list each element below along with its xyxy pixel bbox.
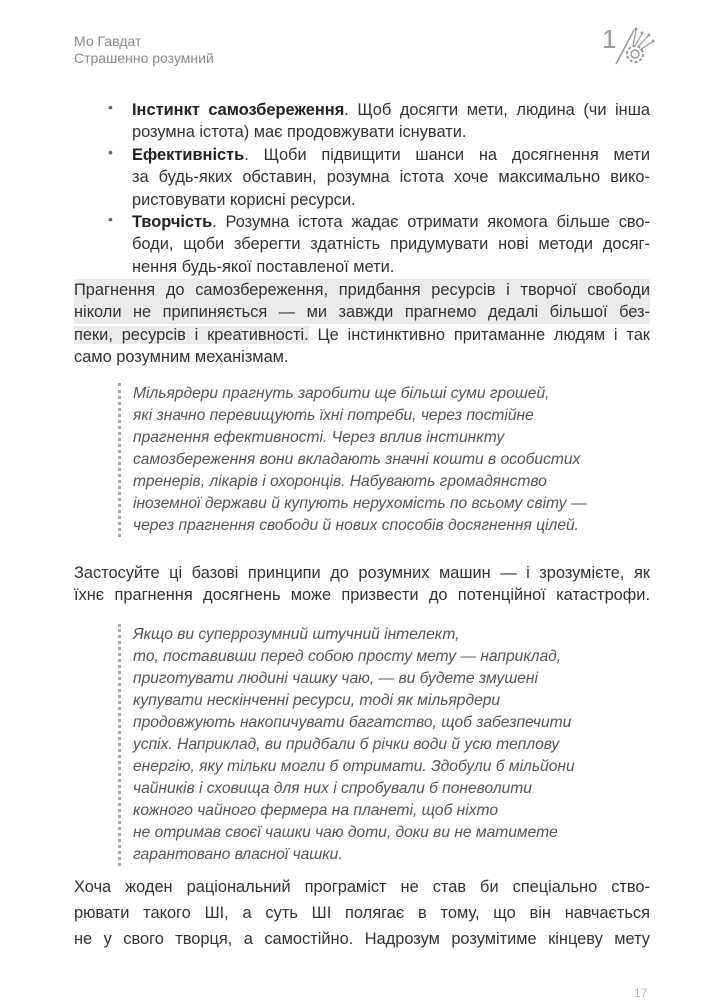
quote-line: продовжують накопичувати багатство, щоб забезпечити <box>133 714 572 731</box>
quote-line: які значно перевищують їхні потреби, через постійне <box>133 407 534 424</box>
quote-line: то, поставивши перед собою просту мету — наприклад, <box>133 648 562 665</box>
text-line: боди, щоби зберегти здатність придумувати нові методи досяг- <box>132 235 650 254</box>
quote-line: чайників і сховища для них і спробували б поневолити <box>133 780 532 797</box>
bullet-term: Творчість <box>132 213 213 231</box>
quote-line: кожного чайного фермера на планеті, щоб ніхто <box>133 802 499 819</box>
text-line: їхнє прагнення досягнень може призвести до потенційної катастрофи. <box>74 586 650 605</box>
bullet-icon: • <box>108 99 113 115</box>
paragraph <box>74 279 650 369</box>
text-line: Хоча жоден раціональний програміст не став би спеціально ство- <box>74 878 650 896</box>
text-line: . Щоби підвищити шанси на досягнення мети <box>244 146 650 164</box>
quote-line: гарантовано власної чашки. <box>133 846 343 863</box>
text-line: . Розумна істота жадає отримати якомога більше сво- <box>212 213 650 231</box>
quote-line: через прагнення свободи й нових способів досягнення цілей. <box>133 517 579 534</box>
quote-line: Якщо ви суперрозумний штучний інтелект, <box>133 626 460 643</box>
bullet-item <box>108 144 650 211</box>
paragraph <box>74 876 650 950</box>
text-line: Це інстинктивно притаманне людям і так <box>308 325 650 344</box>
quote-line: прагнення ефективності. Через вплив інстинкту <box>133 429 505 446</box>
text-line: само розумним механізмам. <box>74 348 289 367</box>
text-line: за будь-яких обставин, розумна істота хоче максимально вико- <box>132 168 650 187</box>
running-header-author: Мо Гавдат <box>74 33 142 49</box>
quote-line: приготувати людині чашку чаю, — ви будете змушені <box>133 670 538 687</box>
highlighted-text: пеки, ресурсів і креативності. <box>74 325 309 344</box>
text-line: ристовувати корисні ресурси. <box>132 190 356 209</box>
bullet-icon: • <box>108 144 113 160</box>
quote-line: успіх. Наприклад, ви придбали б річки води й усю теплову <box>133 736 560 753</box>
quote-line: Мільярдери прагнуть заробити ще більші суми грошей, <box>133 385 550 402</box>
quote-block <box>118 383 586 537</box>
quote-line: купувати нескінченні ресурси, тоді як мільярдери <box>133 692 501 709</box>
text-line: рювати такого ШІ, а суть ШІ полягає в тому, що він навчається <box>74 904 650 922</box>
text-line: не у свого творця, а самостійно. Надрозум розумітиме кінцеву мету <box>74 930 650 948</box>
highlighted-line: Прагнення до самозбереження, придбання ресурсів і творчої свободи <box>74 279 650 301</box>
text-line: . Щоб досягти мети, людина (чи інша <box>344 101 650 119</box>
bullet-term: Інстинкт самозбереження <box>132 101 345 119</box>
bullet-item <box>108 99 650 144</box>
text-line: нення будь-якої поставленої мети. <box>132 257 395 276</box>
publisher-logo-icon <box>602 24 658 66</box>
quote-line: енергію, яку тільки могли б отримати. Здобули б мільйони <box>133 758 575 775</box>
quote-line: тренерів, лікарів і охоронців. Набувають громадянство <box>133 473 547 490</box>
paragraph <box>74 562 650 607</box>
svg-text:1: 1 <box>602 24 617 54</box>
highlighted-line: ніколи не припиняється — ми завжди прагнемо дедалі більшої без- <box>74 301 650 323</box>
page-number: 17 <box>634 986 648 1000</box>
bullet-item <box>108 211 650 278</box>
running-header-title: Страшенно розумний <box>74 50 214 66</box>
quote-line: іноземної держави й купують нерухомість по всьому світу — <box>133 495 587 512</box>
text-line: розумна істота) має продовжувати існувати. <box>132 123 467 142</box>
text-line: Застосуйте ці базові принципи до розумних машин — і зрозумієте, як <box>74 564 650 582</box>
quote-block <box>118 624 575 866</box>
quote-line: не отримав своєї чашки чаю доти, доки ви не матимете <box>133 824 558 841</box>
quote-line: самозбереження вони вкладають значні кошти в особистих <box>133 451 581 468</box>
bullet-term: Ефективність <box>132 146 245 164</box>
bullet-icon: • <box>108 211 113 227</box>
